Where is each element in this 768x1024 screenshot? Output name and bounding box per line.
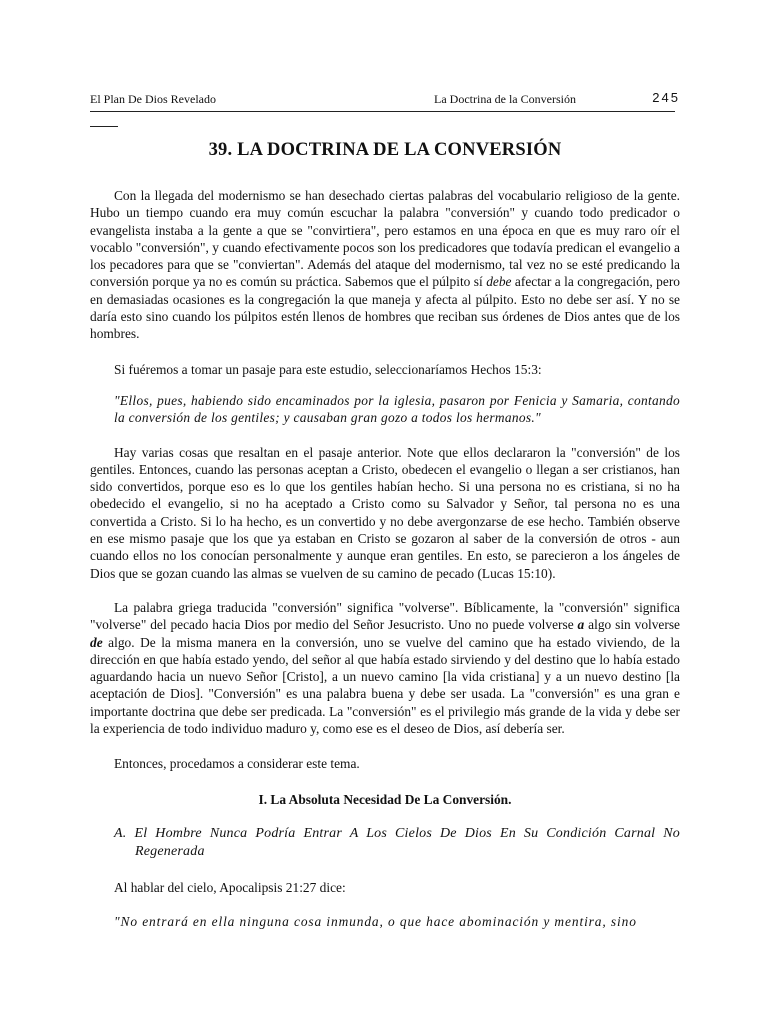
book-title: El Plan De Dios Revelado bbox=[90, 92, 216, 106]
chapter-title: La Doctrina de la Conversión bbox=[434, 92, 576, 106]
paragraph-definition bbox=[90, 599, 680, 737]
scripture-quote-2: "No entrará en ella ninguna cosa inmunda, o que hace abominación y mentira, sino bbox=[114, 914, 637, 930]
document-page bbox=[90, 90, 680, 931]
paragraph-analysis: Hay varias cosas que resaltan en el pasaje anterior. Note que ellos declararon la "conversión" de los gentiles. Entonces, cuando las personas aceptan a Cristo, obedecen el evangelio o llegan a ser cristianos, han sido convertidos, porque eso es lo que los gentiles habían hecho. Si una persona no es cristiana, si no ha obedecido el evangelio, si no ha aceptado a Cristo como su Salvador y Señor, tal persona no es una convertida a Cristo. Si lo ha hecho, es un convertido y no debe avergonzarse de ese hecho. También observe en ese mismo pasaje que los que ya estaban en Cristo se gozaron al saber de la conversión de otros - aun cuando ellos no los conocían personalmente y aunque eran gentiles. En esto, se parecieron a los ángeles de Dios que se gozan cuando las almas se vuelven de su camino de pecado (Lucas 15:10). bbox=[90, 444, 680, 581]
paragraph-intro bbox=[90, 187, 680, 343]
header-rule bbox=[90, 111, 675, 112]
paragraph-text: algo sin volverse bbox=[588, 617, 680, 633]
scripture-quote: "Ellos, pues, habiendo sido encaminados por la iglesia, pasaron por Fenicia y Samaria, contando la conversión de los gentiles; y causaban gran gozo a todos los hermanos." bbox=[114, 392, 680, 426]
header-rule-short bbox=[90, 126, 118, 127]
chapter-heading: 39. LA DOCTRINA DE LA CONVERSIÓN bbox=[208, 140, 562, 160]
section-heading: I. La Absoluta Necesidad De La Conversión. bbox=[258, 791, 512, 807]
paragraph-text: La palabra griega traducida "conversión" significa "volverse". Bíblicamente, la "conversión" significa "volverse" del pecado hacia Dios por medio del Señor Jesucristo. Uno no puede volverse bbox=[90, 599, 680, 633]
paragraph-text: Con la llegada del modernismo se han desechado ciertas palabras del vocabulario religioso de la gente. Hubo un tiempo cuando era muy común escuchar la palabra "conversión" y cuando todo predicador o evangelista instaba a la gente a que se "convirtiera", pero estamos en una época en que es muy raro oír el vocablo "conversión", y cuando efectivamente pocos son los predicadores que todavía predican el evangelio a los pecadores para que se "conviertan". Además del ataque del modernismo, tal vez no se esté predicando la conversión porque ya no es común su práctica. Sabemos que el púlpito sí bbox=[90, 188, 680, 290]
emphasis-text: a bbox=[577, 617, 585, 633]
emphasis-text: de bbox=[90, 634, 103, 650]
paragraph-transition: Entonces, procedamos a considerar este tema. bbox=[114, 756, 360, 772]
running-header bbox=[90, 90, 680, 108]
emphasis-text: debe bbox=[486, 274, 512, 290]
paragraph-passage-intro: Si fuéremos a tomar un pasaje para este estudio, seleccionaríamos Hechos 15:3: bbox=[114, 361, 542, 377]
paragraph-text: afectar a la congregación, pero en demasiadas ocasiones es la congregación la que maneja y afecta al púlpito. Esto no debe ser así. Y no se daría esto sino cuando los púlpitos estén llenos de hombres que reciban sus órdenes de Dios antes que de los hombres. bbox=[90, 274, 680, 342]
paragraph-heaven: Al hablar del cielo, Apocalipsis 21:27 dice: bbox=[114, 879, 346, 895]
paragraph-text: algo. De la misma manera en la conversión, uno se vuelve del camino que ha estado viviendo, de la dirección en que había estado yendo, del señor al que había estado sirviendo y del destino que lo había estado aguardando hacia un nuevo Señor [Cristo], a un nuevo camino [la vida cristiana] y a un nuevo destino [la aceptación de Dios]. "Conversión" es una palabra buena y debe ser usada. La "conversión" es una gran e importante doctrina que debe ser predicada. La "conversión" es el privilegio más grande de la vida y debe ser la experiencia de todo individuo maduro y, como ese es el deseo de Dios, así debería ser. bbox=[90, 634, 680, 737]
page-number: 245 bbox=[652, 90, 680, 105]
subsection-heading: A. El Hombre Nunca Podría Entrar A Los Cielos De Dios En Su Condición Carnal No Regenerada bbox=[114, 825, 680, 859]
